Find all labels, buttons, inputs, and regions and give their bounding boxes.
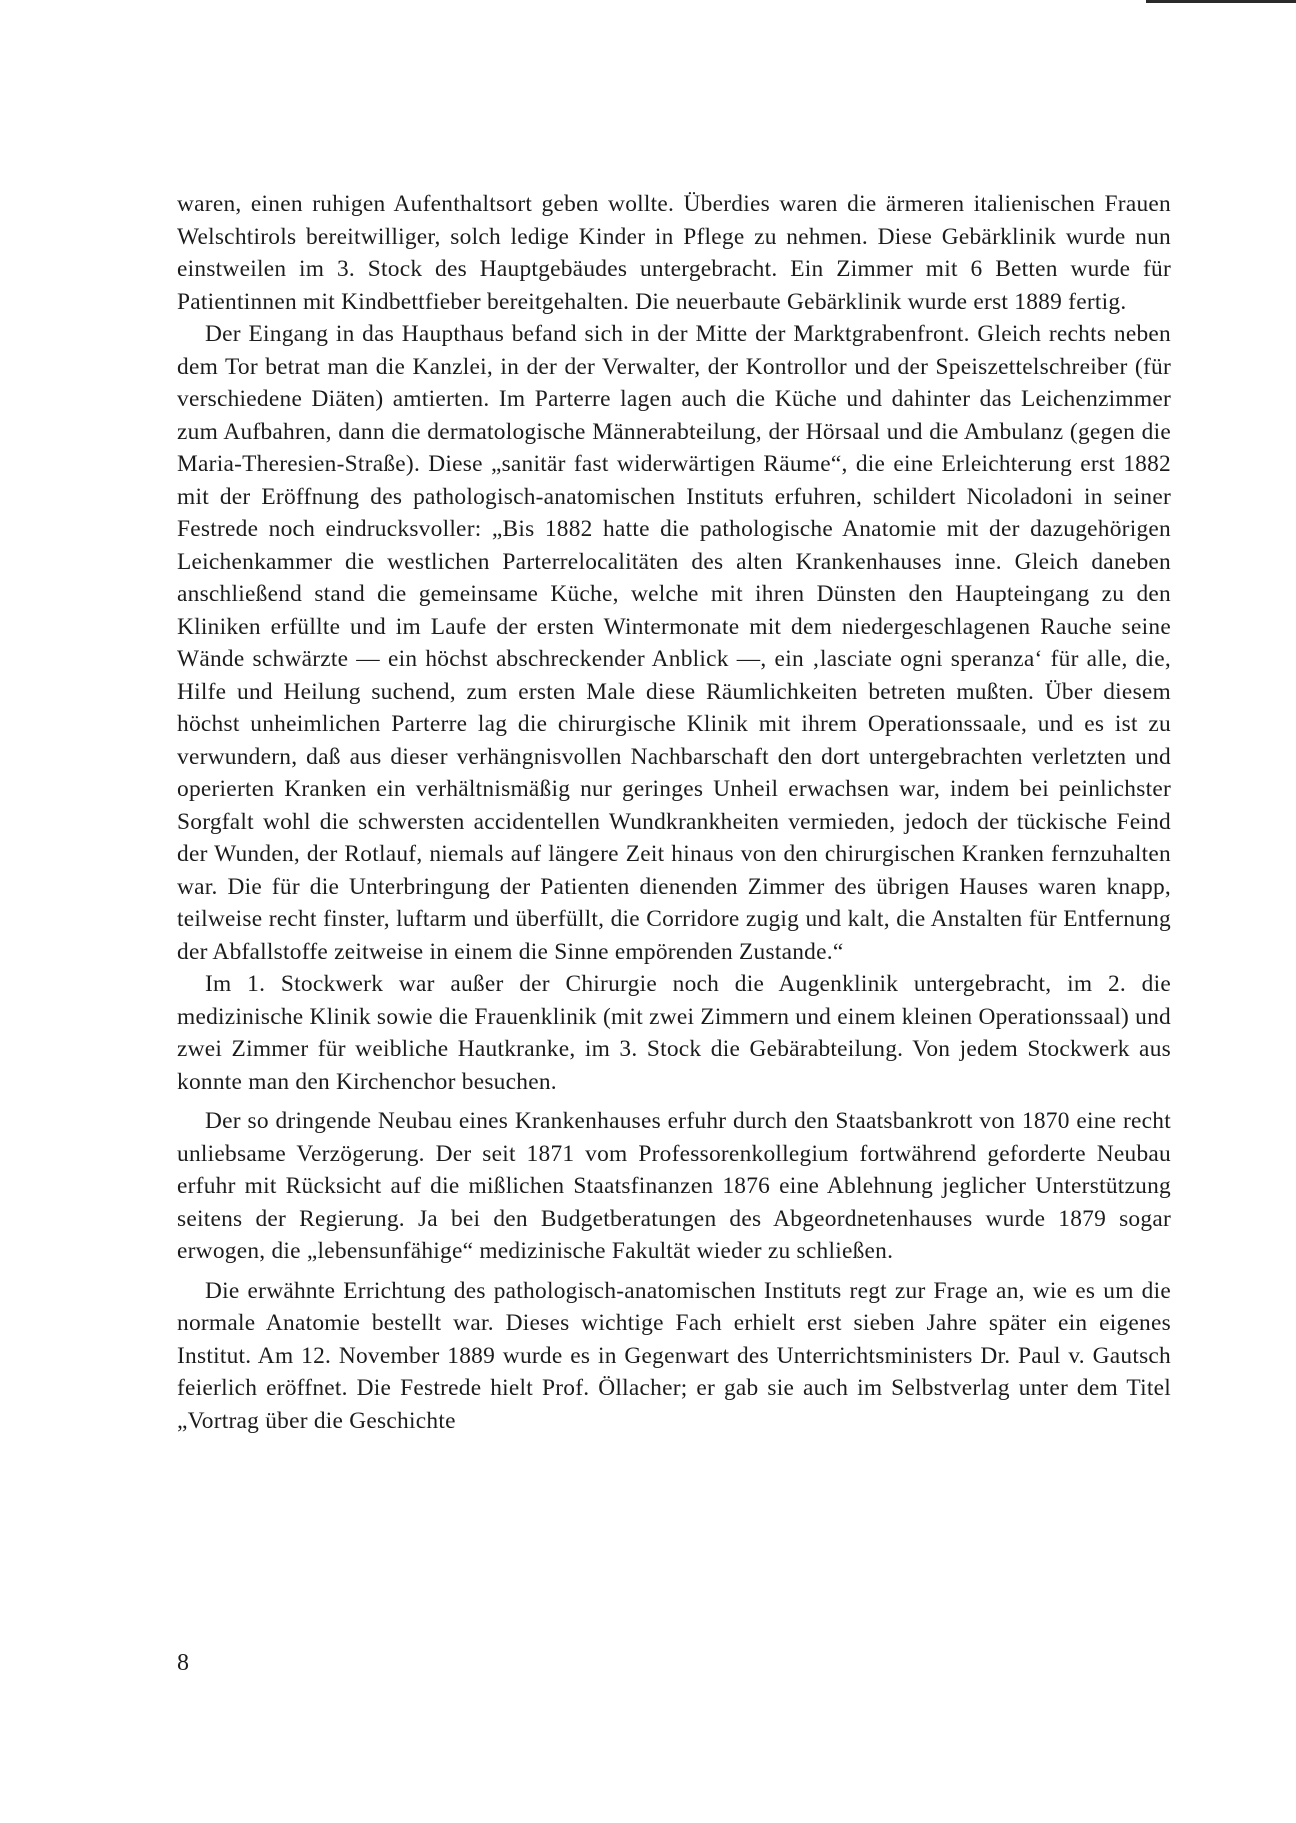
paragraph: waren, einen ruhigen Aufenthaltsort geben wollte. Überdies waren die ärmeren italienischen Frauen Welschtirols bereitwilliger, solch ledige Kinder in Pflege zu nehmen. Diese Gebärklinik wurde nun einstweilen im 3. Stock des Hauptgebäudes untergebracht. Ein Zimmer mit 6 Betten wurde für Patientinnen mit Kindbettfieber bereitgehalten. Die neuerbaute Gebärklinik wurde erst 1889 fertig. bbox=[177, 191, 1171, 315]
page-number: 8 bbox=[177, 1650, 189, 1676]
body-text bbox=[177, 188, 1171, 1437]
paragraph: Der so dringende Neubau eines Krankenhauses erfuhr durch den Staatsbankrott von 1870 eine recht unliebsame Verzögerung. Der seit 1871 vom Professorenkollegium fortwährend geforderte Neubau erfuhr mit Rücksicht auf die mißlichen Staatsfinanzen 1876 eine Ablehnung jeglicher Unterstützung seitens der Regierung. Ja bei den Budgetberatungen des Abgeordnetenhauses wurde 1879 sogar erwogen, die „lebensunfähige“ medizinische Fakultät wieder zu schließen. bbox=[177, 1108, 1171, 1264]
paragraph: Die erwähnte Errichtung des pathologisch-anatomischen Instituts regt zur Frage an, wie es um die normale Anatomie bestellt war. Dieses wichtige Fach erhielt erst sieben Jahre später ein eigenes Institut. Am 12. November 1889 wurde es in Gegenwart des Unterrichtsministers Dr. Paul v. Gautsch feierlich eröffnet. Die Festrede hielt Prof. Öllacher; er gab sie auch im Selbstverlag unter dem Titel „Vortrag über die Geschichte bbox=[177, 1277, 1171, 1434]
paragraph: Der Eingang in das Haupthaus befand sich in der Mitte der Marktgrabenfront. Gleich rechts neben dem Tor betrat man die Kanzlei, in der der Verwalter, der Kontrollor und der Speiszettelschreiber (für verschiedene Diäten) amtierten. Im Parterre lagen auch die Küche und dahinter das Leichenzimmer zum Aufbahren, dann die dermatologische Männerabteilung, der Hörsaal und die Ambulanz (gegen die Maria-Theresien-Straße). Diese „sanitär fast widerwärtigen Räume“, die eine Erleichterung erst 1882 mit der Eröffnung des pathologisch-anatomischen Instituts erfuhren, schildert Nicoladoni in seiner Festrede noch eindrucksvoller: „Bis 1882 hatte die pathologische Anatomie mit der dazugehörigen Leichenkammer die westlichen Parterrelocalitäten des alten Krankenhauses inne. Gleich daneben anschließend stand die gemeinsame Küche, welche mit ihren Dünsten den Haupteingang zu den Kliniken erfüllte und im Laufe der ersten Wintermonate mit dem niedergeschlagenen Rauche seine Wände schwärzte — ein höchst abschreckender Anblick —, ein ‚lasciate ogni speranza‘ für alle, die, Hilfe und Heilung suchend, zum ersten Male diese Räumlichkeiten betreten mußten. Über diesem höchst unheimlichen Parterre lag die chirurgische Klinik mit ihrem Operationssaale, und es ist zu verwundern, daß aus dieser verhängnisvollen Nachbarschaft den dort untergebrachten verletzten und operierten Kranken ein verhältnismäßig nur geringes Unheil erwachsen war, indem bei peinlichster Sorgfalt wohl die schwersten accidentellen Wundkrankheiten vermieden, jedoch der tückische Feind der Wunden, der Rotlauf, niemals auf längere Zeit hinaus von den chirurgischen Kranken fernzuhalten war. Die für die Unterbringung der Patienten dienenden Zimmer des übrigen Hauses waren knapp, teilweise recht finster, luftarm und überfüllt, die Corridore zugig und kalt, die Anstalten für Entfernung der Abfallstoffe zeitweise in einem die Sinne empörenden Zustande.“ bbox=[177, 321, 1171, 965]
paragraph: Im 1. Stockwerk war außer der Chirurgie noch die Augenklinik untergebracht, im 2. die medizinische Klinik sowie die Frauenklinik (mit zwei Zimmern und einem kleinen Operationssaal) und zwei Zimmer für weibliche Hautkranke, im 3. Stock die Gebärabteilung. Von jedem Stockwerk aus konnte man den Kirchenchor besuchen. bbox=[177, 971, 1171, 1095]
page-edge-line bbox=[1146, 0, 1296, 3]
